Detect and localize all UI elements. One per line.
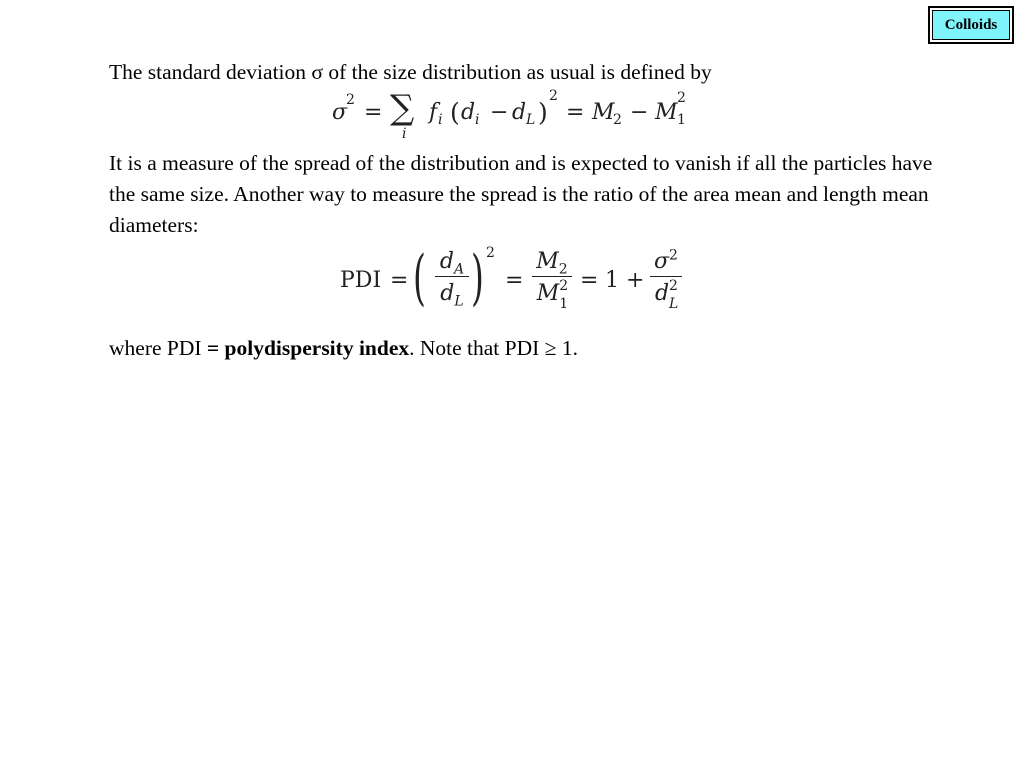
eq1-equals-2: = [566, 100, 585, 125]
eq2-equals-2: = [505, 268, 524, 293]
equation-pdi [340, 245, 700, 317]
eq2-sigma-exp: 2 [669, 247, 678, 264]
eq2-frac-sigma-dL-num [650, 249, 682, 277]
eq1-sum-index: i [402, 126, 407, 142]
eq1-M1-sub: 1 [677, 112, 686, 128]
eq2-frac-sigma-dL [650, 247, 682, 312]
eq2-dA-d: d [439, 249, 454, 274]
eq2-dL2-exp: 2 [669, 278, 678, 294]
eq2-dL2-d: d [654, 281, 670, 306]
eq2-frac-dA-dL [435, 249, 469, 310]
eq1-sigma: σ [332, 100, 348, 125]
p3-prefix: where PDI [109, 336, 207, 360]
eq2-M1-M: M [536, 281, 560, 306]
eq1-rparen: ) [538, 98, 548, 127]
eq1-M1-exp: 2 [677, 90, 686, 106]
eq2-paren-exp: 2 [486, 245, 495, 261]
eq2-dL2-sub: L [669, 296, 679, 312]
eq2-plus: + [626, 268, 645, 293]
eq1-d-L-sub: L [526, 112, 536, 128]
eq2-dL-sub: L [454, 293, 464, 310]
eq2-M2-sub: 2 [558, 261, 568, 278]
eq2-lparen: ( [413, 243, 426, 313]
p3-bold-term: = polydispersity index [206, 336, 410, 360]
eq1-lparen: ( [450, 98, 460, 127]
eq2-dL-d: d [440, 281, 455, 306]
eq1-sigma-exp: 2 [346, 92, 355, 108]
eq1-f: f [429, 100, 438, 125]
eq2-frac-dA-dL-den [435, 277, 469, 310]
eq2-frac-M2-M1-num [532, 249, 572, 277]
eq1-paren-exp: 2 [549, 88, 558, 104]
eq2-pdi-label: PDI [340, 268, 382, 293]
eq1-d-i: d [461, 100, 476, 125]
eq2-M1-exp: 2 [559, 278, 569, 294]
eq2-frac-dA-dL-num [435, 249, 469, 277]
eq1-d-L: d [512, 100, 527, 125]
paragraph-spread-measure: It is a measure of the spread of the distribution and is expected to vanish if all the particles have the same size. Another way to measure the spread is the ratio of the area mean and length mean diameters: [109, 151, 933, 237]
equation-variance [330, 88, 710, 148]
eq1-f-sub: i [438, 112, 443, 128]
colloids-badge-label: Colloids [932, 10, 1010, 40]
eq2-frac-M2-M1-den [532, 277, 572, 312]
eq2-sigma: σ [654, 249, 670, 274]
eq2-frac-M2-M1 [532, 249, 572, 312]
paragraph-pdi-definition [109, 333, 939, 364]
colloids-badge [928, 6, 1014, 44]
eq2-frac-sigma-dL-den [650, 277, 682, 312]
eq1-M2-sub: 2 [613, 112, 622, 128]
eq2-dA-sub: A [453, 261, 465, 278]
eq2-one: 1 [605, 268, 619, 293]
eq2-equals-1: = [390, 268, 409, 293]
eq2-rparen: ) [471, 243, 484, 313]
eq2-M1-sub: 1 [559, 296, 569, 312]
eq1-equals-1: = [364, 100, 383, 125]
paragraph-standard-deviation: The standard deviation σ of the size distribution as usual is defined by [109, 60, 712, 84]
eq2-equals-3: = [580, 268, 599, 293]
eq1-minus-2: − [630, 100, 649, 125]
eq2-M2-M: M [536, 249, 559, 274]
eq1-sum-sign: ∑ [390, 88, 415, 128]
eq1-M2: M [592, 100, 615, 125]
eq1-minus-1: − [490, 100, 509, 125]
p3-suffix: . Note that PDI ≥ 1. [409, 336, 578, 360]
eq1-M1: M [655, 100, 678, 125]
eq1-d-i-sub: i [475, 112, 480, 128]
